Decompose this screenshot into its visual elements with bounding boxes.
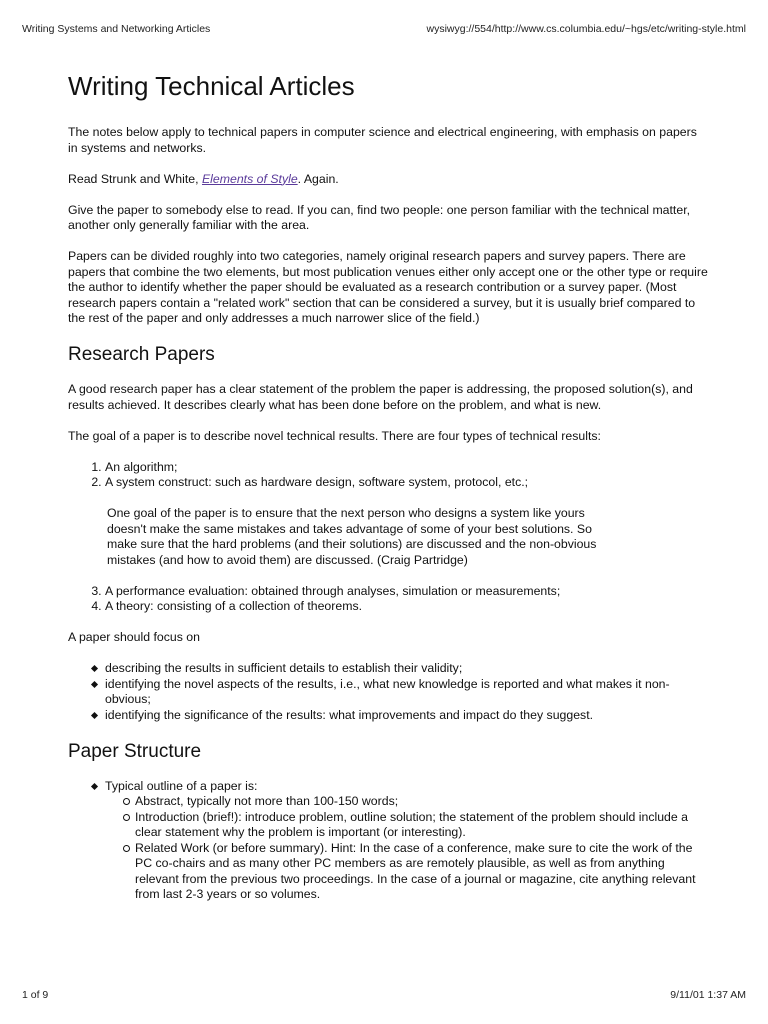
print-datetime: 9/11/01 1:37 AM: [670, 989, 746, 1001]
list-item: 1. An algorithm;: [105, 460, 708, 476]
result-types-list: [68, 460, 708, 491]
partridge-quote: One goal of the paper is to ensure that the next person who designs a system like yours doesn't make the same mistakes and takes advantage of some of your best solutions. So make sure that the hard problems (and their solutions) are discussed and the non-obvious mistakes (and how to avoid them) are discussed. (Craig Partridge): [107, 506, 597, 567]
strunk-white-paragraph: [68, 172, 708, 188]
text-span: . Again.: [297, 171, 339, 186]
article-body: [68, 68, 708, 918]
intro-paragraph: The notes below apply to technical papers in computer science and electrical engineering, with emphasis on papers in systems and networks.: [68, 125, 697, 155]
goal-paragraph: The goal of a paper is to describe novel technical results. There are four types of technical results:: [68, 428, 601, 443]
focus-intro: A paper should focus on: [68, 630, 200, 644]
result-types-list-continued: [68, 584, 708, 615]
text-span: Read Strunk and White,: [68, 171, 202, 186]
page-number: 1 of 9: [22, 989, 49, 1001]
list-item: describing the results in sufficient details to establish their validity;: [105, 661, 708, 677]
list-item: identifying the novel aspects of the results, i.e., what new knowledge is reported and what makes it non-obvious;: [105, 677, 708, 708]
header-title: Writing Systems and Networking Articles: [22, 23, 211, 35]
focus-list: [68, 661, 708, 723]
outline-sublist: [105, 794, 708, 903]
paper-structure-heading: Paper Structure: [68, 740, 202, 762]
outline-label: Typical outline of a paper is:: [105, 778, 258, 793]
research-paragraph: A good research paper has a clear statement of the problem the paper is addressing, the proposed solution(s), and results achieved. It describes clearly what has been done before on the problem, and what is new.: [68, 382, 693, 412]
structure-list: [68, 779, 708, 903]
list-item: [105, 779, 708, 903]
reviewer-paragraph: Give the paper to somebody else to read. If you can, find two people: one person familiar with the technical matter, another only generally familiar with the area.: [68, 202, 691, 232]
categories-paragraph: Papers can be divided roughly into two categories, namely original research papers and survey papers. There are papers that combine the two elements, but most publication venues either only accept one or the other type or require the author to identify whether the paper should be evaluated as a research contribution or a survey paper. (Most research papers contain a "related work" section that can be considered a survey, but it is usually brief compared to the rest of the paper and only addresses a much narrower slice of the field.): [68, 249, 708, 325]
list-item: Introduction (brief!): introduce problem, outline solution; the statement of the problem should include a clear statement why the problem is important (or interesting).: [135, 810, 708, 841]
header-url: wysiwyg://554/http://www.cs.columbia.edu/~hgs/etc/writing-style.html: [426, 23, 746, 35]
list-item: 2. A system construct: such as hardware design, software system, protocol, etc.;: [105, 475, 708, 491]
list-item: Related Work (or before summary). Hint: In the case of a conference, make sure to cite the work of the PC co-chairs and as many other PC members as are remotely plausible, as well as from anything relevant from the previous two proceedings. In the case of a journal or magazine, cite anything relevant from last 2-3 years or so volumes.: [135, 841, 708, 903]
page-title: Writing Technical Articles: [68, 71, 355, 101]
list-item: 4. A theory: consisting of a collection of theorems.: [105, 599, 708, 615]
list-item: 3. A performance evaluation: obtained through analyses, simulation or measurements;: [105, 584, 708, 600]
elements-of-style-link[interactable]: Elements of Style: [201, 171, 298, 186]
list-item: Abstract, typically not more than 100-150 words;: [135, 794, 708, 810]
list-item: identifying the significance of the results: what improvements and impact do they suggest.: [105, 708, 708, 724]
research-papers-heading: Research Papers: [68, 344, 215, 365]
